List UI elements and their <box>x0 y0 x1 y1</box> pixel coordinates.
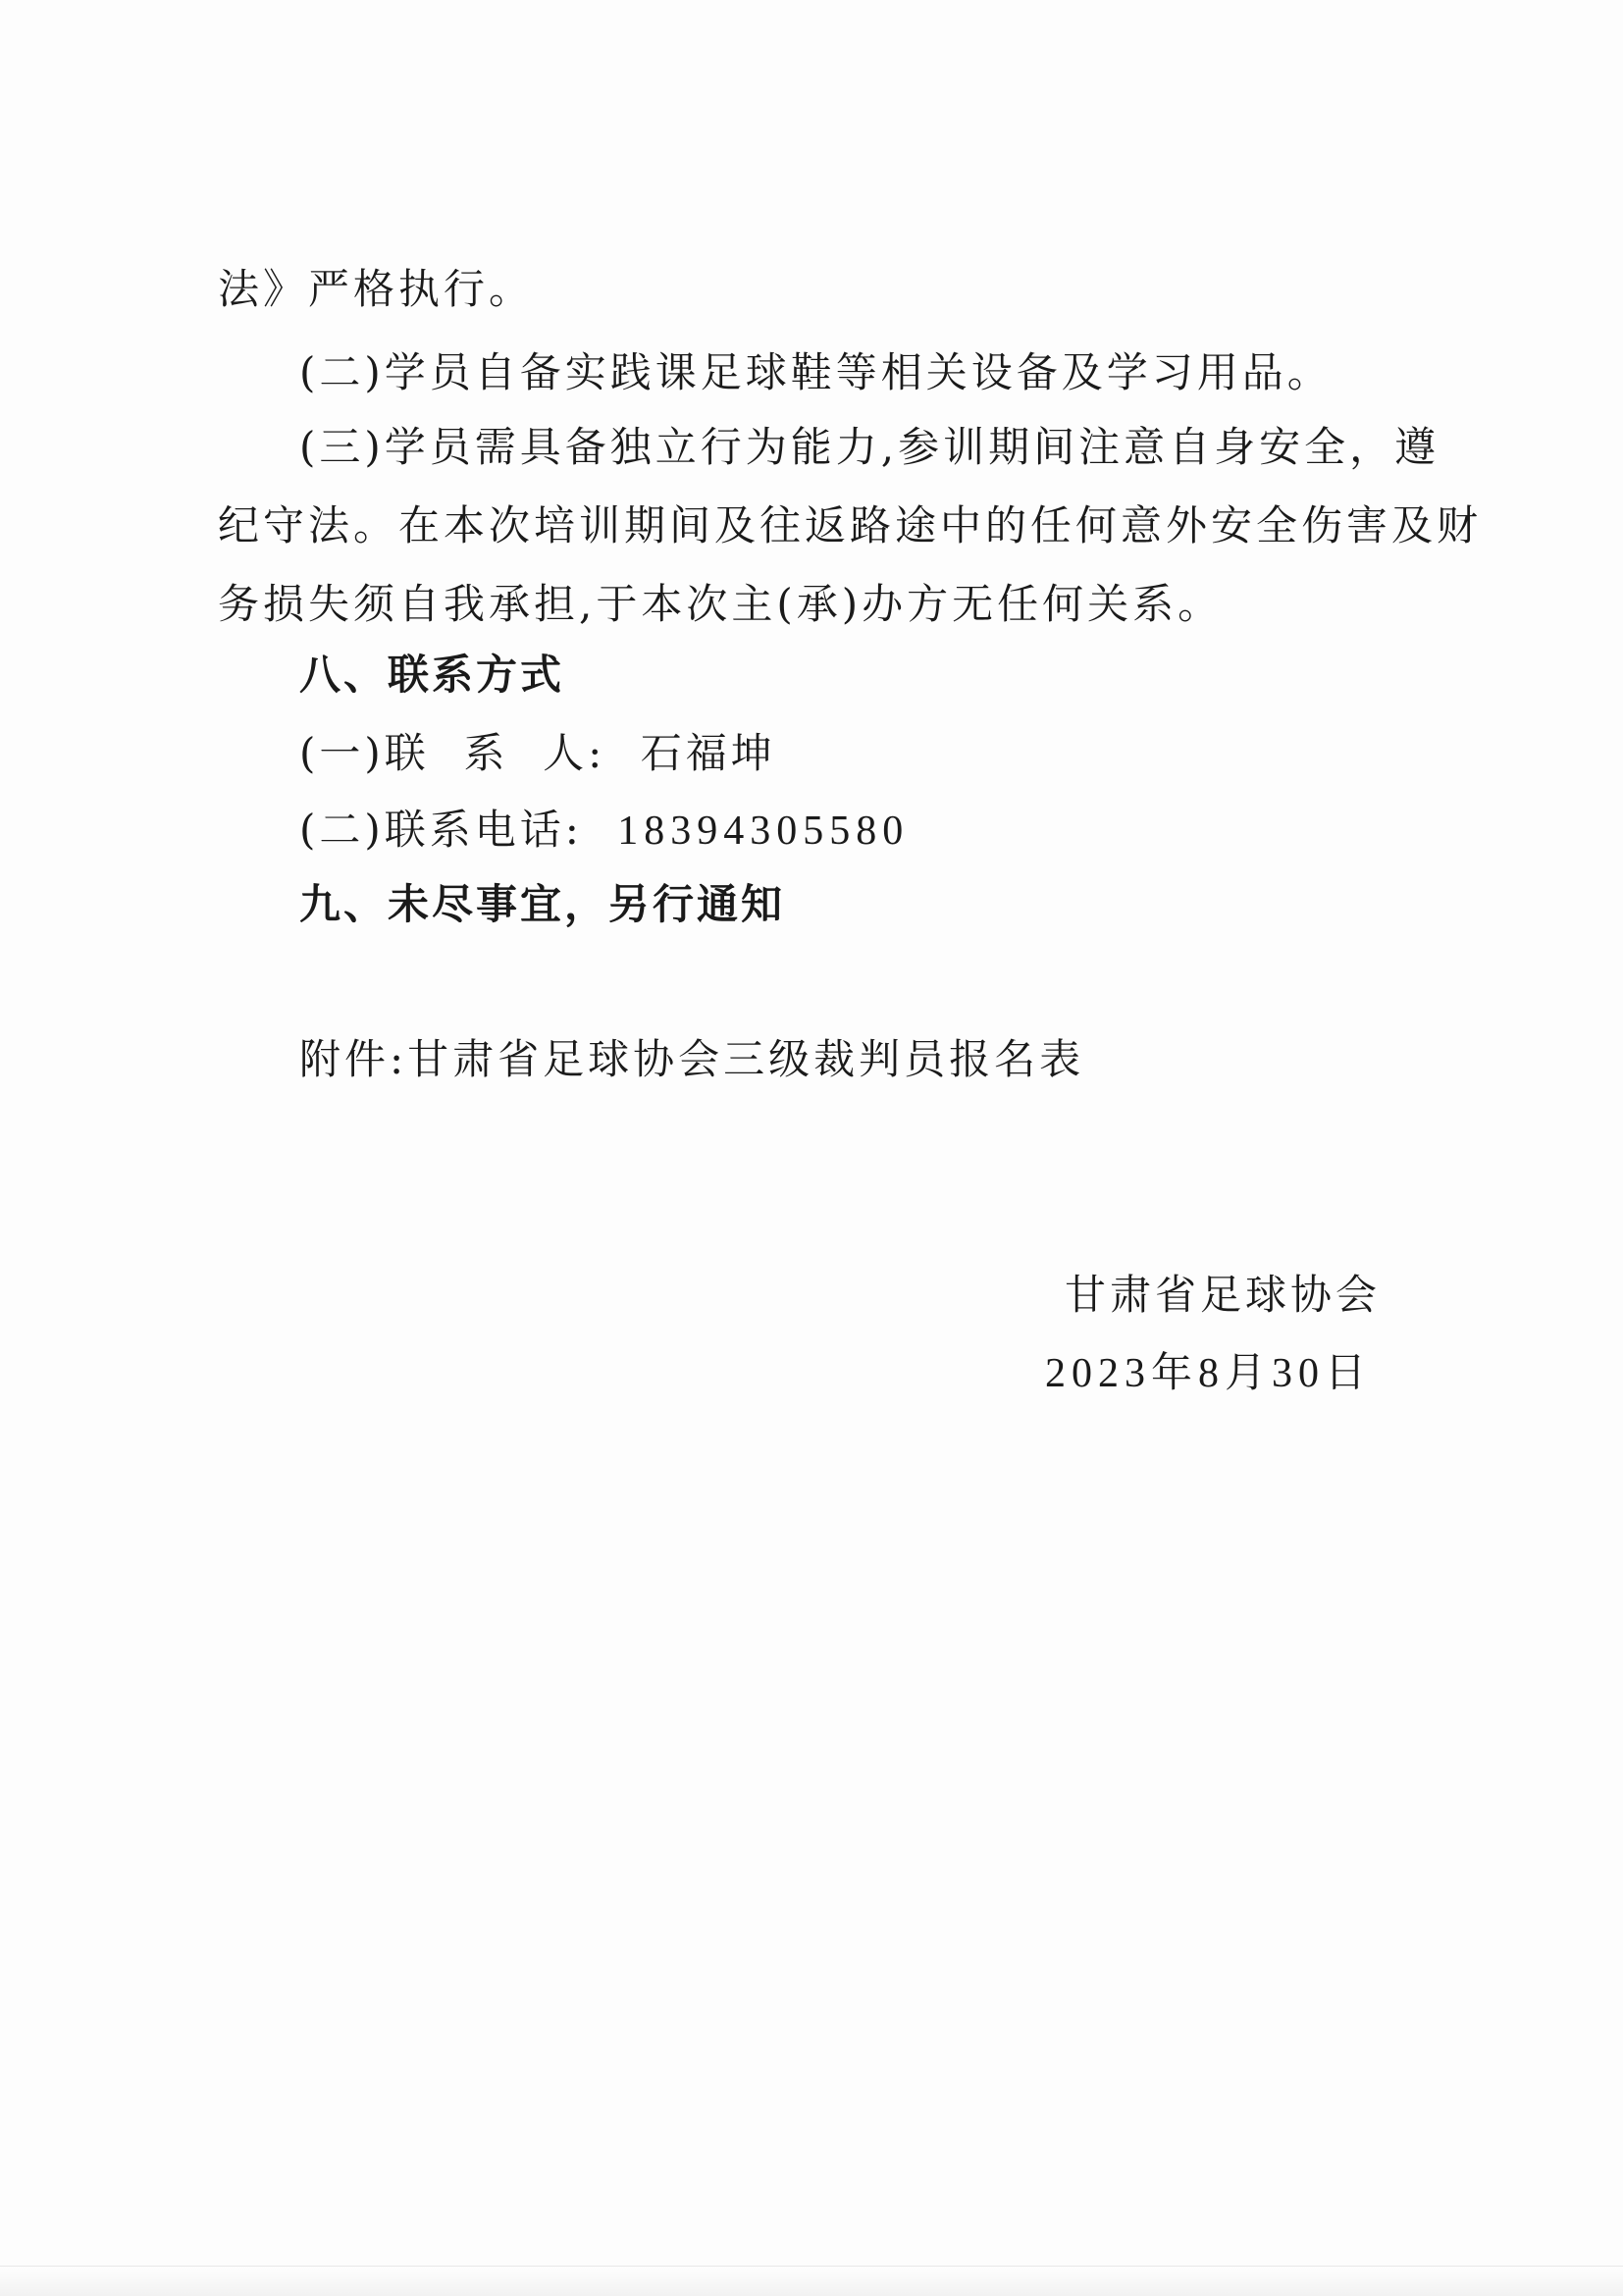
attachment-line: 附件:甘肃省足球协会三级裁判员报名表 <box>299 1035 1085 1083</box>
body-line-2: (二)学员自备实践课足球鞋等相关设备及学习用品。 <box>299 348 1333 396</box>
signature-org: 甘肃省足球协会 <box>1065 1271 1382 1319</box>
body-line-4: 纪守法。在本次培训期间及往返路途中的任何意外安全伤害及财 <box>218 501 1483 549</box>
contact-person-row <box>299 726 776 781</box>
contact-person-name: 石福坤 <box>640 729 776 777</box>
contact-phone-number: 18394305580 <box>617 809 910 854</box>
body-line-1: 法》严格执行。 <box>218 265 535 313</box>
contact-person-label: (一)联 系 人: <box>299 729 606 777</box>
body-line-5: 务损失须自我承担,于本次主(承)办方无任何关系。 <box>218 580 1224 628</box>
contact-phone-row <box>299 803 909 859</box>
scan-bottom-edge <box>0 2269 1623 2296</box>
scan-border-line <box>0 2266 1623 2267</box>
signature-date: 2023年8月30日 <box>1045 1351 1373 1396</box>
contact-phone-label: (二)联系电话: <box>299 806 583 854</box>
body-line-3: (三)学员需具备独立行为能力,参训期间注意自身安全，遵 <box>299 423 1440 471</box>
section-9-heading: 九、未尽事宜，另行通知 <box>299 880 786 928</box>
section-8-heading: 八、联系方式 <box>299 651 565 699</box>
